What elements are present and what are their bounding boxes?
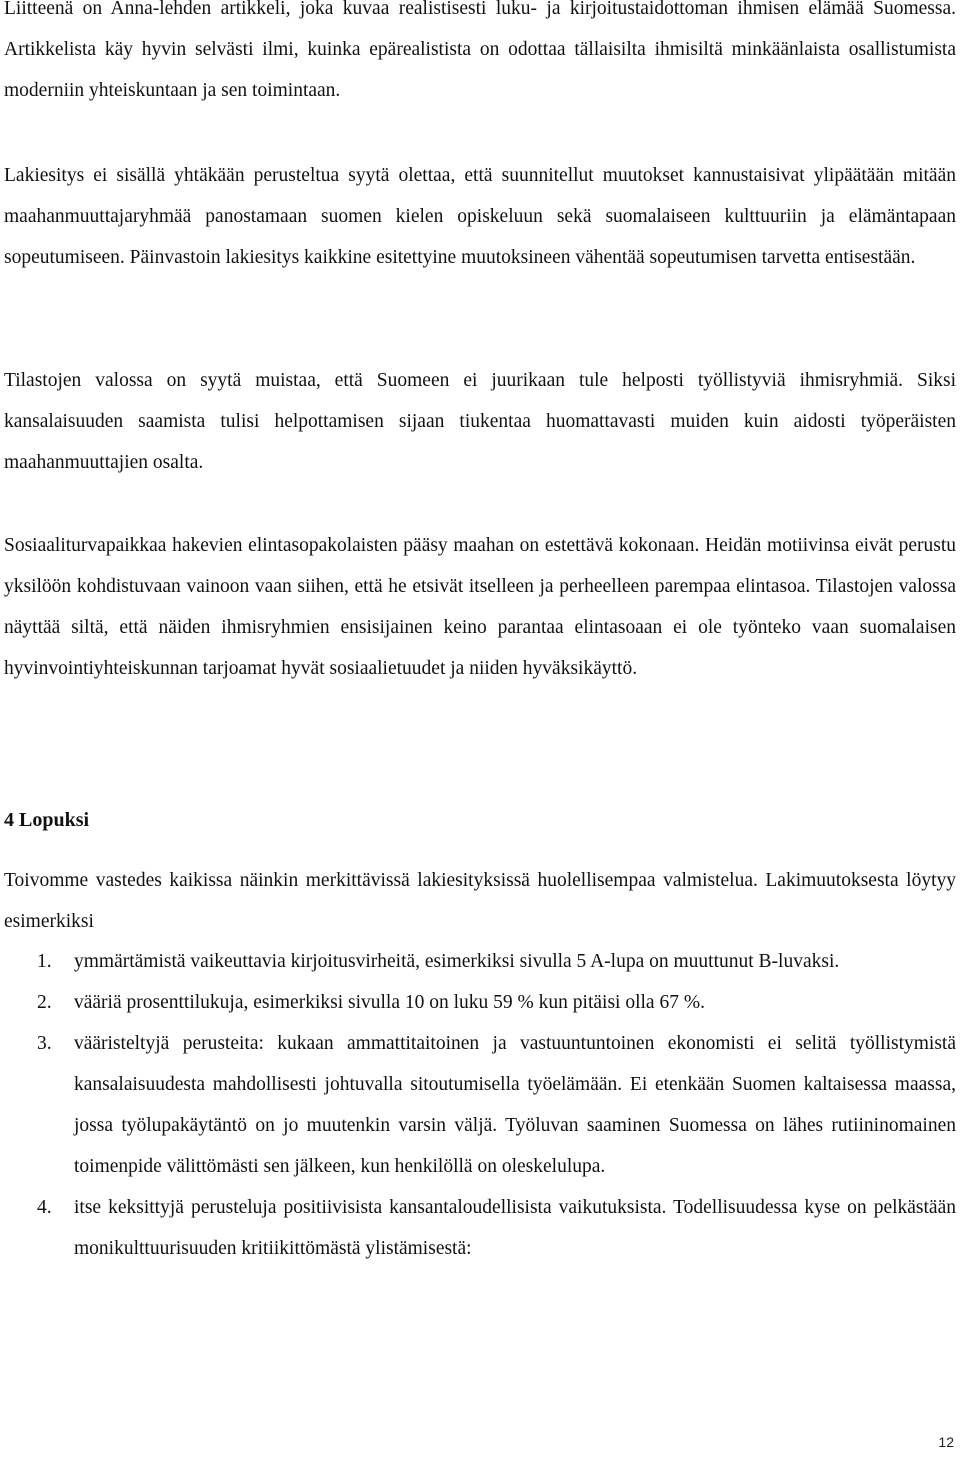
list-item-text: vääristeltyjä perusteita: kukaan ammattitaitoinen ja vastuuntuntoinen ekonomisti ei selitä työllistymistä kansalaisuudesta mahdollisesti johtuvalla sitoutumisella työelämään. Ei etenkään Suomen kaltaisessa maassa, jossa työlupakäytäntö on jo muutenkin varsin väljä. Työluvan saaminen Suomessa on lähes rutiininomainen toimenpide välittömästi sen jälkeen, kun henkilöllä on oleskelulupa. — [74, 1033, 956, 1177]
list-item — [0, 1187, 956, 1269]
page-number: 12 — [938, 1434, 954, 1450]
section-intro: Toivomme vastedes kaikissa näinkin merkittävissä lakiesityksissä huolellisempaa valmistelua. Lakimuutoksesta löytyy esimerkiksi — [4, 870, 956, 932]
list-number: 2. — [37, 992, 52, 1013]
list-item-text: itse keksittyjä perusteluja positiivisista kansantaloudellisista vaikutuksista. Todellisuudessa kyse on pelkästään monikulttuurisuuden kritiikittömästä ylistämisestä: — [74, 1197, 956, 1259]
findings-list — [0, 941, 960, 1269]
list-item — [0, 982, 956, 1023]
list-item-text: vääriä prosenttilukuja, esimerkiksi sivulla 10 on luku 59 % kun pitäisi olla 67 %. — [74, 992, 705, 1013]
section-heading: 4 Lopuksi — [4, 809, 90, 831]
list-number: 4. — [37, 1197, 52, 1218]
list-item — [0, 941, 956, 982]
paragraph-statistics: Tilastojen valossa on syytä muistaa, että Suomeen ei juurikaan tule helposti työllistyviä ihmisryhmiä. Siksi kansalaisuuden saamista tulisi helpottamisen sijaan tiukentaa huomattavasti muiden kuin aidosti työperäisten maahanmuuttajien osalta. — [4, 370, 956, 473]
list-item-text: ymmärtämistä vaikeuttavia kirjoitusvirheitä, esimerkiksi sivulla 5 A-lupa on muuttunut B-luvaksi. — [74, 951, 840, 972]
list-number: 3. — [37, 1033, 52, 1054]
paragraph-refugees: Sosiaaliturvapaikkaa hakevien elintasopakolaisten pääsy maahan on estettävä kokonaan. Heidän motiivinsa eivät perustu yksilöön kohdistuvaan vainoon vaan siihen, että he etsivät itselleen ja perheelleen parempaa elintasoa. Tilastojen valossa näyttää siltä, että näiden ihmisryhmien ensisijainen keino parantaa elintasoaan ei ole työnteko vaan suomalaisen hyvinvointiyhteiskunnan tarjoamat hyvät sosiaalietuudet ja niiden hyväksikäyttö. — [4, 535, 956, 679]
list-number: 1. — [37, 951, 52, 972]
list-item — [0, 1023, 956, 1187]
paragraph-anna-article: Liitteenä on Anna-lehden artikkeli, joka kuvaa realistisesti luku- ja kirjoitustaidottoman ihmisen elämää Suomessa. Artikkelista käy hyvin selvästi ilmi, kuinka epärealistista on odottaa tällaisilta ihmisiltä minkäänlaista osallistumista moderniin yhteiskuntaan ja sen toimintaan. — [4, 0, 956, 101]
paragraph-integration: Lakiesitys ei sisällä yhtäkään perusteltua syytä olettaa, että suunnitellut muutokset kannustaisivat ylipäätään mitään maahanmuuttajaryhmää panostamaan suomen kielen opiskeluun sekä suomalaiseen kulttuuriin ja elämäntapaan sopeutumiseen. Päinvastoin lakiesitys kaikkine esitettyine muutoksineen vähentää sopeutumisen tarvetta entisestään. — [4, 165, 956, 268]
